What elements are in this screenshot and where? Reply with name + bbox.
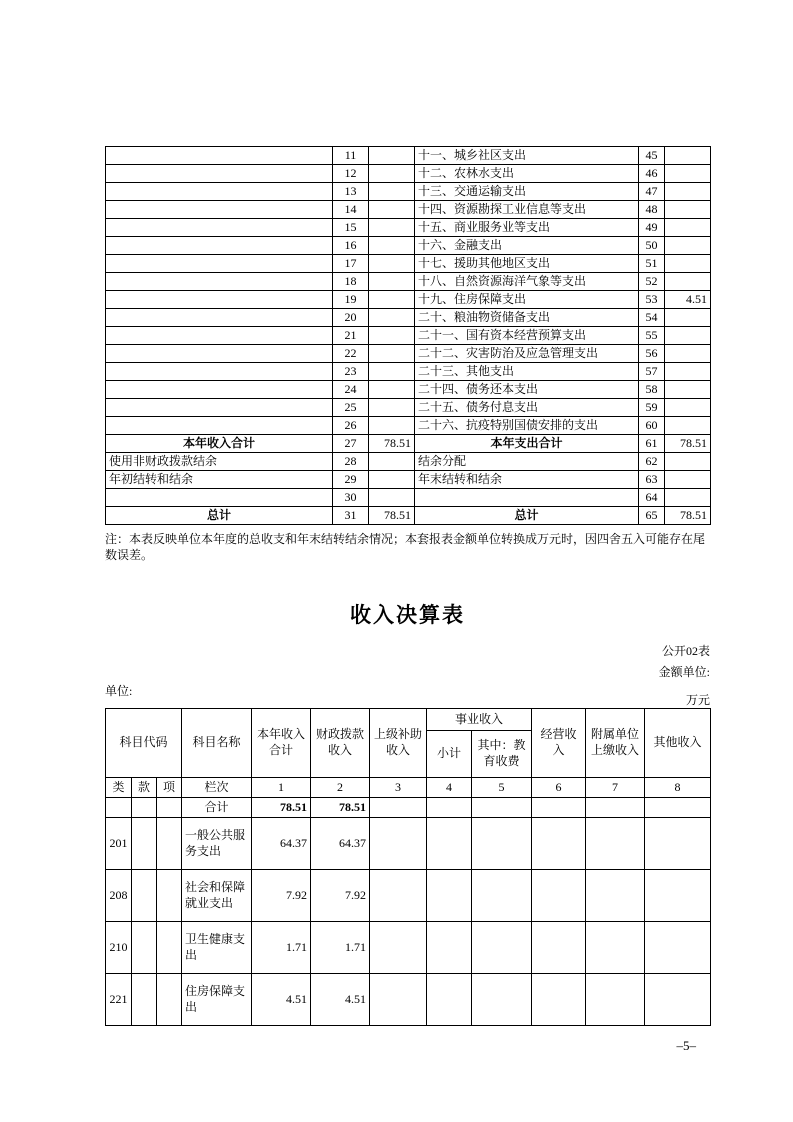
summary-right-item: 十一、城乡社区支出 bbox=[415, 147, 639, 165]
income-subject-name: 卫生健康支出 bbox=[182, 922, 252, 974]
summary-left-item: 年初结转和结余 bbox=[106, 471, 333, 489]
summary-left-item: 总计 bbox=[106, 507, 333, 525]
summary-left-amount bbox=[369, 345, 415, 363]
summary-left-item bbox=[106, 201, 333, 219]
summary-right-amount bbox=[665, 399, 711, 417]
summary-right-rowno: 59 bbox=[639, 399, 665, 417]
summary-right-item: 二十、粮油物资储备支出 bbox=[415, 309, 639, 327]
income-value-3 bbox=[370, 798, 427, 818]
income-value-5 bbox=[472, 974, 532, 1026]
summary-right-amount bbox=[665, 453, 711, 471]
summary-row bbox=[106, 363, 711, 381]
table-code: 公开02表 bbox=[661, 644, 710, 658]
col-number-5: 5 bbox=[472, 778, 532, 798]
summary-left-rowno: 24 bbox=[333, 381, 369, 399]
income-value-6 bbox=[532, 922, 586, 974]
summary-right-amount bbox=[665, 327, 711, 345]
summary-right-amount bbox=[665, 489, 711, 507]
income-code-class: 208 bbox=[106, 870, 132, 922]
summary-row bbox=[106, 309, 711, 327]
col-header-operating-income: 经营收入 bbox=[532, 709, 586, 778]
summary-row bbox=[106, 183, 711, 201]
income-value-8 bbox=[645, 870, 711, 922]
summary-left-amount bbox=[369, 363, 415, 381]
income-value-2: 4.51 bbox=[311, 974, 370, 1026]
income-code-item bbox=[157, 870, 182, 922]
unit-row bbox=[105, 682, 710, 706]
summary-right-item: 十八、自然资源海洋气象等支出 bbox=[415, 273, 639, 291]
summary-row bbox=[106, 381, 711, 399]
summary-left-amount bbox=[369, 255, 415, 273]
summary-row bbox=[106, 291, 711, 309]
summary-left-item bbox=[106, 147, 333, 165]
income-value-3 bbox=[370, 922, 427, 974]
summary-right-amount: 78.51 bbox=[665, 435, 711, 453]
summary-left-item bbox=[106, 165, 333, 183]
income-data-row bbox=[106, 922, 711, 974]
summary-left-amount bbox=[369, 399, 415, 417]
summary-right-item: 十三、交通运输支出 bbox=[415, 183, 639, 201]
col-number-7: 7 bbox=[586, 778, 645, 798]
summary-left-rowno: 28 bbox=[333, 453, 369, 471]
income-data-row bbox=[106, 818, 711, 870]
summary-right-rowno: 49 bbox=[639, 219, 665, 237]
summary-row bbox=[106, 435, 711, 453]
summary-table-body bbox=[106, 147, 711, 525]
col-number-4: 4 bbox=[427, 778, 472, 798]
summary-left-rowno: 17 bbox=[333, 255, 369, 273]
income-code-class: 201 bbox=[106, 818, 132, 870]
col-header-superior-subsidy: 上级补助收入 bbox=[370, 709, 427, 778]
summary-left-rowno: 31 bbox=[333, 507, 369, 525]
income-code-section bbox=[132, 922, 157, 974]
col-header-item: 项 bbox=[157, 778, 182, 798]
income-value-2: 64.37 bbox=[311, 818, 370, 870]
summary-table bbox=[105, 146, 711, 525]
income-value-5 bbox=[472, 870, 532, 922]
summary-left-item bbox=[106, 417, 333, 435]
col-header-total-income: 本年收入合计 bbox=[252, 709, 311, 778]
summary-row bbox=[106, 201, 711, 219]
summary-left-rowno: 15 bbox=[333, 219, 369, 237]
summary-right-item: 本年支出合计 bbox=[415, 435, 639, 453]
summary-right-amount bbox=[665, 219, 711, 237]
income-code-item bbox=[157, 922, 182, 974]
summary-left-item bbox=[106, 345, 333, 363]
summary-right-rowno: 50 bbox=[639, 237, 665, 255]
income-value-2: 7.92 bbox=[311, 870, 370, 922]
income-value-3 bbox=[370, 974, 427, 1026]
income-code-class: 221 bbox=[106, 974, 132, 1026]
summary-left-amount bbox=[369, 165, 415, 183]
summary-right-rowno: 51 bbox=[639, 255, 665, 273]
income-value-7 bbox=[586, 818, 645, 870]
income-value-4 bbox=[427, 798, 472, 818]
summary-row bbox=[106, 237, 711, 255]
summary-left-amount bbox=[369, 273, 415, 291]
income-code-section bbox=[132, 870, 157, 922]
summary-row bbox=[106, 489, 711, 507]
income-code-item bbox=[157, 818, 182, 870]
summary-right-rowno: 60 bbox=[639, 417, 665, 435]
summary-left-amount bbox=[369, 237, 415, 255]
summary-row bbox=[106, 255, 711, 273]
summary-left-rowno: 23 bbox=[333, 363, 369, 381]
summary-left-rowno: 29 bbox=[333, 471, 369, 489]
summary-left-amount bbox=[369, 489, 415, 507]
summary-left-item bbox=[106, 309, 333, 327]
summary-left-rowno: 12 bbox=[333, 165, 369, 183]
income-subject-name: 住房保障支出 bbox=[182, 974, 252, 1026]
summary-right-item: 年末结转和结余 bbox=[415, 471, 639, 489]
income-code-section bbox=[132, 798, 157, 818]
col-header-subject-name: 科目名称 bbox=[182, 709, 252, 778]
summary-right-item: 二十五、债务付息支出 bbox=[415, 399, 639, 417]
income-value-1: 4.51 bbox=[252, 974, 311, 1026]
summary-right-amount bbox=[665, 381, 711, 399]
col-number-1: 1 bbox=[252, 778, 311, 798]
summary-left-rowno: 18 bbox=[333, 273, 369, 291]
summary-right-item: 二十四、债务还本支出 bbox=[415, 381, 639, 399]
summary-right-amount bbox=[665, 309, 711, 327]
income-data-row bbox=[106, 974, 711, 1026]
income-value-8 bbox=[645, 798, 711, 818]
summary-right-rowno: 57 bbox=[639, 363, 665, 381]
income-value-2: 1.71 bbox=[311, 922, 370, 974]
summary-left-item bbox=[106, 255, 333, 273]
summary-right-item: 十二、农林水支出 bbox=[415, 165, 639, 183]
summary-left-amount bbox=[369, 309, 415, 327]
summary-right-amount bbox=[665, 417, 711, 435]
summary-left-amount: 78.51 bbox=[369, 507, 415, 525]
col-number-6: 6 bbox=[532, 778, 586, 798]
unit-label: 单位: bbox=[105, 684, 133, 698]
income-subject-name: 一般公共服务支出 bbox=[182, 818, 252, 870]
summary-right-amount bbox=[665, 165, 711, 183]
summary-left-rowno: 11 bbox=[333, 147, 369, 165]
summary-left-amount bbox=[369, 381, 415, 399]
summary-row bbox=[106, 327, 711, 345]
col-header-class: 类 bbox=[106, 778, 132, 798]
summary-right-amount bbox=[665, 255, 711, 273]
summary-right-amount bbox=[665, 147, 711, 165]
summary-left-rowno: 25 bbox=[333, 399, 369, 417]
summary-right-amount bbox=[665, 183, 711, 201]
summary-left-item bbox=[106, 219, 333, 237]
table-note: 注：本表反映单位本年度的总收支和年末结转结余情况；本套报表金额单位转换成万元时，因四舍五入可能存在尾数误差。 bbox=[105, 532, 706, 562]
summary-right-item: 十五、商业服务业等支出 bbox=[415, 219, 639, 237]
summary-row bbox=[106, 453, 711, 471]
summary-right-item: 二十六、抗疫特别国债安排的支出 bbox=[415, 417, 639, 435]
summary-left-amount bbox=[369, 417, 415, 435]
summary-right-item: 十九、住房保障支出 bbox=[415, 291, 639, 309]
income-total-row bbox=[106, 798, 711, 818]
summary-left-amount bbox=[369, 201, 415, 219]
summary-left-rowno: 26 bbox=[333, 417, 369, 435]
income-value-8 bbox=[645, 974, 711, 1026]
income-subject-name: 社会和保障就业支出 bbox=[182, 870, 252, 922]
summary-left-amount bbox=[369, 471, 415, 489]
summary-right-rowno: 54 bbox=[639, 309, 665, 327]
summary-left-rowno: 27 bbox=[333, 435, 369, 453]
col-header-lanci: 栏次 bbox=[182, 778, 252, 798]
summary-left-item bbox=[106, 273, 333, 291]
col-header-other-income: 其他收入 bbox=[645, 709, 711, 778]
summary-row bbox=[106, 273, 711, 291]
page-number: –5– bbox=[676, 1038, 696, 1053]
summary-left-rowno: 14 bbox=[333, 201, 369, 219]
income-value-4 bbox=[427, 818, 472, 870]
summary-left-item bbox=[106, 381, 333, 399]
income-data-row bbox=[106, 870, 711, 922]
income-table-body bbox=[106, 798, 711, 1026]
summary-right-rowno: 53 bbox=[639, 291, 665, 309]
summary-right-rowno: 46 bbox=[639, 165, 665, 183]
summary-left-item bbox=[106, 237, 333, 255]
summary-row bbox=[106, 165, 711, 183]
summary-right-rowno: 48 bbox=[639, 201, 665, 219]
summary-left-rowno: 20 bbox=[333, 309, 369, 327]
summary-left-amount bbox=[369, 147, 415, 165]
income-value-7 bbox=[586, 974, 645, 1026]
summary-right-amount bbox=[665, 471, 711, 489]
summary-right-item: 总计 bbox=[415, 507, 639, 525]
unit-value: 万元 bbox=[685, 693, 710, 707]
income-value-6 bbox=[532, 870, 586, 922]
income-value-7 bbox=[586, 798, 645, 818]
income-value-8 bbox=[645, 818, 711, 870]
summary-right-item bbox=[415, 489, 639, 507]
col-header-affiliated-remit: 附属单位上缴收入 bbox=[586, 709, 645, 778]
summary-left-rowno: 19 bbox=[333, 291, 369, 309]
summary-right-item: 结余分配 bbox=[415, 453, 639, 471]
summary-left-item bbox=[106, 183, 333, 201]
income-header-row-3 bbox=[106, 778, 711, 798]
summary-right-rowno: 64 bbox=[639, 489, 665, 507]
summary-row bbox=[106, 399, 711, 417]
summary-left-amount bbox=[369, 327, 415, 345]
col-header-section: 款 bbox=[132, 778, 157, 798]
income-value-5 bbox=[472, 798, 532, 818]
col-header-business-income: 事业收入 bbox=[427, 709, 532, 731]
income-value-4 bbox=[427, 922, 472, 974]
income-value-7 bbox=[586, 870, 645, 922]
summary-left-item bbox=[106, 291, 333, 309]
income-code-class: 210 bbox=[106, 922, 132, 974]
summary-right-rowno: 45 bbox=[639, 147, 665, 165]
income-subject-name: 合计 bbox=[182, 798, 252, 818]
summary-left-amount: 78.51 bbox=[369, 435, 415, 453]
summary-right-item: 二十一、国有资本经营预算支出 bbox=[415, 327, 639, 345]
summary-left-amount bbox=[369, 183, 415, 201]
summary-right-amount: 4.51 bbox=[665, 291, 711, 309]
summary-left-amount bbox=[369, 291, 415, 309]
summary-right-amount bbox=[665, 237, 711, 255]
income-value-3 bbox=[370, 870, 427, 922]
summary-left-item: 使用非财政拨款结余 bbox=[106, 453, 333, 471]
income-value-1: 64.37 bbox=[252, 818, 311, 870]
summary-right-amount: 78.51 bbox=[665, 507, 711, 525]
summary-right-rowno: 47 bbox=[639, 183, 665, 201]
income-value-3 bbox=[370, 818, 427, 870]
page-title: 收入决算表 bbox=[350, 604, 465, 627]
summary-left-item bbox=[106, 327, 333, 345]
col-header-fiscal-appropriation: 财政拨款收入 bbox=[311, 709, 370, 778]
summary-right-rowno: 62 bbox=[639, 453, 665, 471]
summary-left-rowno: 21 bbox=[333, 327, 369, 345]
summary-right-item: 十四、资源勘探工业信息等支出 bbox=[415, 201, 639, 219]
summary-row bbox=[106, 219, 711, 237]
summary-row bbox=[106, 471, 711, 489]
summary-left-item: 本年收入合计 bbox=[106, 435, 333, 453]
income-value-6 bbox=[532, 818, 586, 870]
income-header-row-1 bbox=[106, 709, 711, 731]
income-value-1: 7.92 bbox=[252, 870, 311, 922]
summary-row bbox=[106, 417, 711, 435]
amount-unit-caption: 金额单位: bbox=[658, 665, 710, 679]
summary-left-amount bbox=[369, 219, 415, 237]
income-value-6 bbox=[532, 798, 586, 818]
summary-right-rowno: 52 bbox=[639, 273, 665, 291]
summary-row bbox=[106, 507, 711, 525]
summary-row bbox=[106, 345, 711, 363]
col-number-2: 2 bbox=[311, 778, 370, 798]
income-code-section bbox=[132, 974, 157, 1026]
summary-right-rowno: 56 bbox=[639, 345, 665, 363]
income-value-1: 1.71 bbox=[252, 922, 311, 974]
summary-left-item bbox=[106, 399, 333, 417]
summary-right-rowno: 58 bbox=[639, 381, 665, 399]
col-number-3: 3 bbox=[370, 778, 427, 798]
income-value-1: 78.51 bbox=[252, 798, 311, 818]
income-table bbox=[105, 708, 711, 1026]
col-number-8: 8 bbox=[645, 778, 711, 798]
income-value-4 bbox=[427, 974, 472, 1026]
summary-right-item: 二十三、其他支出 bbox=[415, 363, 639, 381]
income-code-item bbox=[157, 798, 182, 818]
summary-left-rowno: 30 bbox=[333, 489, 369, 507]
summary-left-rowno: 13 bbox=[333, 183, 369, 201]
summary-right-rowno: 63 bbox=[639, 471, 665, 489]
income-code-section bbox=[132, 818, 157, 870]
summary-row bbox=[106, 147, 711, 165]
summary-right-item: 二十二、灾害防治及应急管理支出 bbox=[415, 345, 639, 363]
income-value-4 bbox=[427, 870, 472, 922]
summary-left-item bbox=[106, 489, 333, 507]
income-value-7 bbox=[586, 922, 645, 974]
col-header-business-subtotal: 小计 bbox=[427, 731, 472, 778]
summary-right-item: 十六、金融支出 bbox=[415, 237, 639, 255]
summary-right-amount bbox=[665, 363, 711, 381]
summary-right-item: 十七、援助其他地区支出 bbox=[415, 255, 639, 273]
col-header-subject-code: 科目代码 bbox=[106, 709, 182, 778]
summary-left-amount bbox=[369, 453, 415, 471]
summary-right-rowno: 55 bbox=[639, 327, 665, 345]
income-table-head bbox=[106, 709, 711, 798]
summary-left-item bbox=[106, 363, 333, 381]
summary-right-rowno: 65 bbox=[639, 507, 665, 525]
income-code-item bbox=[157, 974, 182, 1026]
summary-right-rowno: 61 bbox=[639, 435, 665, 453]
income-value-8 bbox=[645, 922, 711, 974]
income-value-2: 78.51 bbox=[311, 798, 370, 818]
summary-left-rowno: 22 bbox=[333, 345, 369, 363]
income-value-5 bbox=[472, 818, 532, 870]
income-value-6 bbox=[532, 974, 586, 1026]
summary-left-rowno: 16 bbox=[333, 237, 369, 255]
income-code-class bbox=[106, 798, 132, 818]
col-header-business-education-fee: 其中：教育收费 bbox=[472, 731, 532, 778]
income-value-5 bbox=[472, 922, 532, 974]
summary-right-amount bbox=[665, 201, 711, 219]
summary-right-amount bbox=[665, 273, 711, 291]
summary-right-amount bbox=[665, 345, 711, 363]
